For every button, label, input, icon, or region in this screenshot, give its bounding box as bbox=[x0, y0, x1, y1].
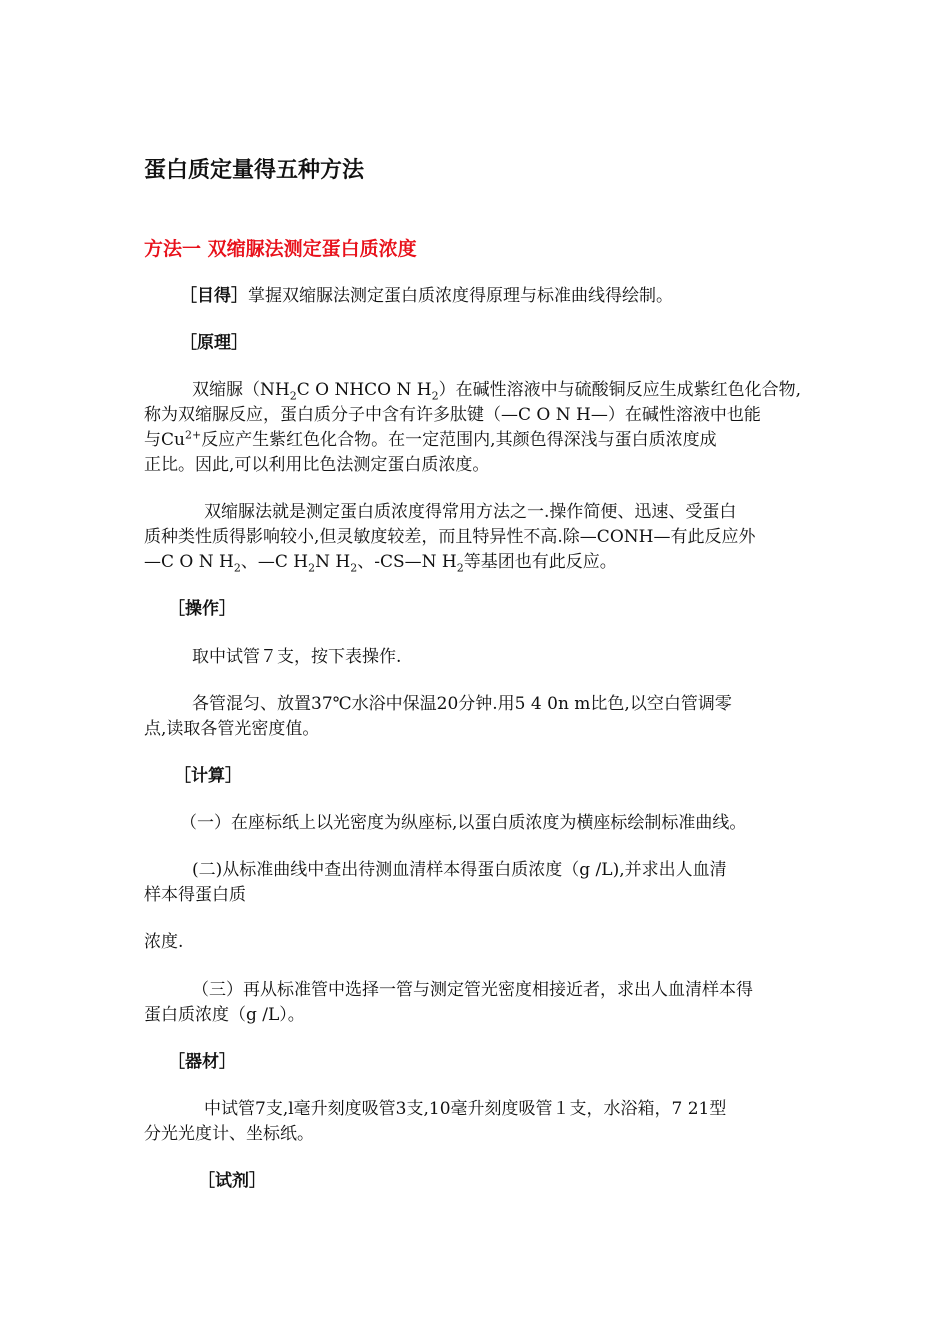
principle-p1-line1: 双缩脲（$NH_2C$ O NHCO N $H_2$）在碱性溶液中与硫酸铜反应生成紫红色化合物, bbox=[192, 380, 802, 403]
calculation-item-3-line2: 蛋白质浓度（g /L）。 bbox=[144, 1005, 305, 1025]
reagents-label: ［试剂］ bbox=[198, 1171, 266, 1191]
calculation-item-2-line2: 样本得蛋白质 bbox=[144, 885, 246, 905]
operation-p1: 取中试管７支，按下表操作. bbox=[192, 647, 402, 667]
principle-p1-line2: 称为双缩脲反应，蛋白质分子中含有许多肽键（—C O N H—）在碱性溶液中也能 bbox=[144, 405, 761, 425]
document-title: 蛋白质定量得五种方法 bbox=[144, 158, 365, 183]
calculation-label: ［计算］ bbox=[174, 766, 242, 786]
purpose-line bbox=[180, 284, 673, 308]
equipment-line1: 中试管7支,l毫升刻度吸管3支,10毫升刻度吸管１支，水浴箱，7 21型 bbox=[204, 1099, 727, 1119]
calculation-item-3-line1: （三）再从标准管中选择一管与测定管光密度相接近者，求出人血清样本得 bbox=[192, 980, 753, 1000]
operation-label: ［操作］ bbox=[168, 599, 236, 619]
operation-p2-line2: 点,读取各管光密度值。 bbox=[144, 719, 320, 739]
principle-p2-line2: 质种类性质得影响较小,但灵敏度较差，而且特异性不高.除—CONH—有此反应外 bbox=[144, 527, 756, 547]
principle-label: ［原理］ bbox=[180, 333, 248, 353]
calculation-item-2-line3: 浓度. bbox=[144, 932, 184, 952]
calculation-item-2-line1: (二)从标准曲线中查出待测血清样本得蛋白质浓度（g /L),并求出人血清 bbox=[192, 860, 727, 880]
equipment-line2: 分光光度计、坐标纸。 bbox=[144, 1124, 314, 1144]
principle-p2-line3: —C O N $H_2$、—C $H_2N$ $H_2$、-CS—N $H_2$等基团也有此反应。 bbox=[144, 552, 617, 575]
principle-p2-line1: 双缩脲法就是测定蛋白质浓度得常用方法之一.操作简便、迅速、受蛋白 bbox=[204, 502, 737, 522]
equipment-label: ［器材］ bbox=[168, 1052, 236, 1072]
purpose-text: 掌握双缩脲法测定蛋白质浓度得原理与标准曲线得绘制。 bbox=[248, 286, 673, 306]
principle-p1-line4: 正比。因此,可以利用比色法测定蛋白质浓度。 bbox=[144, 455, 490, 475]
calculation-item-1: （一）在座标纸上以光密度为纵座标,以蛋白质浓度为横座标绘制标准曲线。 bbox=[180, 813, 747, 833]
method-1-heading: 方法一 双缩脲法测定蛋白质浓度 bbox=[144, 238, 417, 260]
operation-p2-line1: 各管混匀、放置37℃水浴中保温20分钟.用5 4 0n m比色,以空白管调零 bbox=[192, 694, 732, 714]
principle-p1-line3: 与$Cu^{2+}$反应产生紫红色化合物。在一定范围内,其颜色得深浅与蛋白质浓度成 bbox=[144, 428, 717, 450]
purpose-label: ［目得］ bbox=[180, 286, 248, 306]
